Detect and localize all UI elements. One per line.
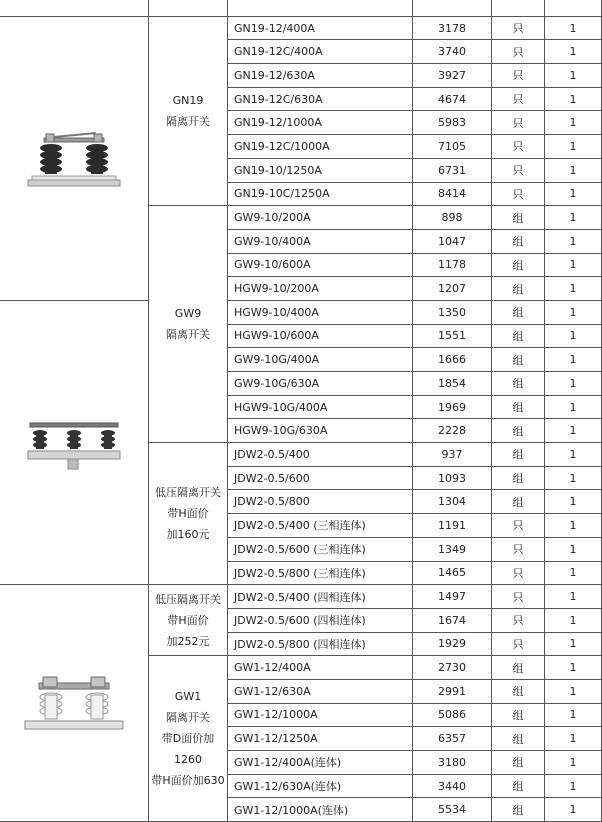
model-cell: GN19-12/1000A xyxy=(228,111,413,135)
quantity-cell: 1 xyxy=(545,632,602,656)
unit-cell: 组 xyxy=(492,324,545,348)
price-cell: 6357 xyxy=(413,727,492,751)
unit-cell: 只 xyxy=(492,158,545,182)
gn19-switch-photo xyxy=(24,128,124,188)
price-cell: 1350 xyxy=(413,300,492,324)
quantity-cell: 1 xyxy=(545,585,602,609)
unit-cell: 组 xyxy=(492,703,545,727)
price-cell: 1666 xyxy=(413,348,492,372)
group-name-cell xyxy=(149,443,228,585)
unit-cell: 只 xyxy=(492,40,545,64)
group-name-line: 加160元 xyxy=(149,524,227,545)
unit-cell: 组 xyxy=(492,253,545,277)
group-name-line: 带H面价 xyxy=(149,503,227,524)
unit-cell: 只 xyxy=(492,135,545,159)
price-cell: 5983 xyxy=(413,111,492,135)
model-cell: HGW9-10G/630A xyxy=(228,419,413,443)
model-cell: GW1-12/400A(连体) xyxy=(228,751,413,775)
unit-cell: 只 xyxy=(492,16,545,40)
quantity-cell: 1 xyxy=(545,561,602,585)
group-name-line: GW9 xyxy=(149,303,227,324)
price-cell: 3180 xyxy=(413,751,492,775)
model-cell: GN19-10C/1250A xyxy=(228,182,413,206)
quantity-cell: 1 xyxy=(545,324,602,348)
unit-cell: 组 xyxy=(492,774,545,798)
price-cell: 5534 xyxy=(413,798,492,822)
quantity-cell: 1 xyxy=(545,419,602,443)
quantity-cell: 1 xyxy=(545,348,602,372)
model-cell: JDW2-0.5/400 (三相连体) xyxy=(228,514,413,538)
unit-cell: 组 xyxy=(492,300,545,324)
gw1-switch-photo xyxy=(21,671,127,735)
price-cell: 898 xyxy=(413,206,492,230)
quantity-cell: 1 xyxy=(545,158,602,182)
price-cell: 937 xyxy=(413,443,492,467)
price-cell: 4674 xyxy=(413,87,492,111)
quantity-cell: 1 xyxy=(545,466,602,490)
price-cell: 1465 xyxy=(413,561,492,585)
model-cell: HGW9-10/600A xyxy=(228,324,413,348)
header-cell xyxy=(492,0,545,16)
quantity-cell: 1 xyxy=(545,40,602,64)
unit-cell: 组 xyxy=(492,372,545,396)
group-name-cell xyxy=(149,656,228,822)
price-cell: 1093 xyxy=(413,466,492,490)
unit-cell: 组 xyxy=(492,466,545,490)
price-cell: 1178 xyxy=(413,253,492,277)
price-cell: 3178 xyxy=(413,16,492,40)
product-image-cell xyxy=(0,585,149,822)
price-cell: 1349 xyxy=(413,537,492,561)
table-header-row xyxy=(0,0,602,16)
quantity-cell: 1 xyxy=(545,751,602,775)
model-cell: GN19-12C/1000A xyxy=(228,135,413,159)
model-cell: GN19-12C/630A xyxy=(228,87,413,111)
model-cell: GN19-12C/400A xyxy=(228,40,413,64)
price-cell: 1304 xyxy=(413,490,492,514)
group-name-line: 隔离开关 xyxy=(149,324,227,345)
price-cell: 7105 xyxy=(413,135,492,159)
group-name-line: 低压隔离开关 xyxy=(149,589,227,610)
group-name-line: 低压隔离开关 xyxy=(149,482,227,503)
quantity-cell: 1 xyxy=(545,514,602,538)
unit-cell: 只 xyxy=(492,111,545,135)
price-cell: 2228 xyxy=(413,419,492,443)
quantity-cell: 1 xyxy=(545,395,602,419)
group-name-line: 带H面价 xyxy=(149,610,227,631)
quantity-cell: 1 xyxy=(545,206,602,230)
header-cell xyxy=(413,0,492,16)
quantity-cell: 1 xyxy=(545,679,602,703)
unit-cell: 组 xyxy=(492,443,545,467)
price-cell: 2991 xyxy=(413,679,492,703)
price-cell: 1854 xyxy=(413,372,492,396)
quantity-cell: 1 xyxy=(545,135,602,159)
quantity-cell: 1 xyxy=(545,703,602,727)
model-cell: GW9-10G/630A xyxy=(228,372,413,396)
unit-cell: 组 xyxy=(492,679,545,703)
model-cell: JDW2-0.5/400 xyxy=(228,443,413,467)
model-cell: HGW9-10/200A xyxy=(228,277,413,301)
unit-cell: 只 xyxy=(492,87,545,111)
quantity-cell: 1 xyxy=(545,537,602,561)
model-cell: GW9-10/400A xyxy=(228,229,413,253)
quantity-cell: 1 xyxy=(545,372,602,396)
price-cell: 5086 xyxy=(413,703,492,727)
group-name-line: GW1 xyxy=(149,686,227,707)
price-cell: 1929 xyxy=(413,632,492,656)
unit-cell: 组 xyxy=(492,751,545,775)
unit-cell: 组 xyxy=(492,419,545,443)
model-cell: JDW2-0.5/800 xyxy=(228,490,413,514)
quantity-cell: 1 xyxy=(545,64,602,88)
unit-cell: 组 xyxy=(492,656,545,680)
unit-cell: 只 xyxy=(492,632,545,656)
group-name-cell xyxy=(149,16,228,206)
price-cell: 3440 xyxy=(413,774,492,798)
model-cell: GW1-12/1000A xyxy=(228,703,413,727)
price-cell: 3927 xyxy=(413,64,492,88)
unit-cell: 组 xyxy=(492,277,545,301)
model-cell: GW1-12/1250A xyxy=(228,727,413,751)
unit-cell: 组 xyxy=(492,490,545,514)
unit-cell: 组 xyxy=(492,798,545,822)
model-cell: GW9-10/200A xyxy=(228,206,413,230)
model-cell: JDW2-0.5/600 xyxy=(228,466,413,490)
quantity-cell: 1 xyxy=(545,277,602,301)
quantity-cell: 1 xyxy=(545,798,602,822)
quantity-cell: 1 xyxy=(545,253,602,277)
quantity-cell: 1 xyxy=(545,656,602,680)
quantity-cell: 1 xyxy=(545,87,602,111)
unit-cell: 只 xyxy=(492,182,545,206)
unit-cell: 组 xyxy=(492,395,545,419)
table-row xyxy=(0,16,602,40)
header-cell xyxy=(228,0,413,16)
unit-cell: 只 xyxy=(492,561,545,585)
price-cell: 1674 xyxy=(413,608,492,632)
model-cell: JDW2-0.5/600 (三相连体) xyxy=(228,537,413,561)
price-cell: 8414 xyxy=(413,182,492,206)
group-name-line: 带D面价加1260 xyxy=(149,728,227,770)
quantity-cell: 1 xyxy=(545,229,602,253)
price-cell: 1047 xyxy=(413,229,492,253)
quantity-cell: 1 xyxy=(545,490,602,514)
unit-cell: 只 xyxy=(492,537,545,561)
product-image-cell xyxy=(0,16,149,300)
quantity-cell: 1 xyxy=(545,608,602,632)
price-cell: 1969 xyxy=(413,395,492,419)
model-cell: GW9-10G/400A xyxy=(228,348,413,372)
model-cell: GW1-12/1000A(连体) xyxy=(228,798,413,822)
price-cell: 6731 xyxy=(413,158,492,182)
group-name-line: 带H面价加630 xyxy=(149,770,227,791)
model-cell: JDW2-0.5/800 (三相连体) xyxy=(228,561,413,585)
group-name-line: GN19 xyxy=(149,90,227,111)
table-row xyxy=(0,585,602,609)
unit-cell: 只 xyxy=(492,514,545,538)
model-cell: GW1-12/400A xyxy=(228,656,413,680)
group-name-line: 隔离开关 xyxy=(149,111,227,132)
unit-cell: 组 xyxy=(492,206,545,230)
price-cell: 3740 xyxy=(413,40,492,64)
group-name-cell xyxy=(149,206,228,443)
price-cell: 1191 xyxy=(413,514,492,538)
model-cell: GW1-12/630A xyxy=(228,679,413,703)
quantity-cell: 1 xyxy=(545,300,602,324)
product-image-cell xyxy=(0,300,149,584)
quantity-cell: 1 xyxy=(545,182,602,206)
price-cell: 1207 xyxy=(413,277,492,301)
group-name-line: 隔离开关 xyxy=(149,707,227,728)
quantity-cell: 1 xyxy=(545,16,602,40)
table-row xyxy=(0,300,602,324)
quantity-cell: 1 xyxy=(545,774,602,798)
price-cell: 1497 xyxy=(413,585,492,609)
price-cell: 1551 xyxy=(413,324,492,348)
model-cell: GW1-12/630A(连体) xyxy=(228,774,413,798)
model-cell: JDW2-0.5/600 (四相连体) xyxy=(228,608,413,632)
price-cell: 2730 xyxy=(413,656,492,680)
unit-cell: 只 xyxy=(492,585,545,609)
model-cell: GW9-10/600A xyxy=(228,253,413,277)
unit-cell: 组 xyxy=(492,727,545,751)
quantity-cell: 1 xyxy=(545,727,602,751)
group-name-line: 加252元 xyxy=(149,631,227,652)
model-cell: HGW9-10/400A xyxy=(228,300,413,324)
model-cell: GN19-10/1250A xyxy=(228,158,413,182)
product-image-cell xyxy=(0,0,149,16)
model-cell: HGW9-10G/400A xyxy=(228,395,413,419)
quantity-cell: 1 xyxy=(545,111,602,135)
unit-cell: 组 xyxy=(492,229,545,253)
model-cell: GN19-12/630A xyxy=(228,64,413,88)
model-cell: JDW2-0.5/400 (四相连体) xyxy=(228,585,413,609)
model-cell: GN19-12/400A xyxy=(228,16,413,40)
unit-cell: 只 xyxy=(492,608,545,632)
group-name-cell xyxy=(149,585,228,656)
gw9-switch-photo xyxy=(24,415,124,471)
unit-cell: 只 xyxy=(492,64,545,88)
unit-cell: 组 xyxy=(492,348,545,372)
quantity-cell: 1 xyxy=(545,443,602,467)
header-cell xyxy=(545,0,602,16)
header-cell xyxy=(149,0,228,16)
model-cell: JDW2-0.5/800 (四相连体) xyxy=(228,632,413,656)
